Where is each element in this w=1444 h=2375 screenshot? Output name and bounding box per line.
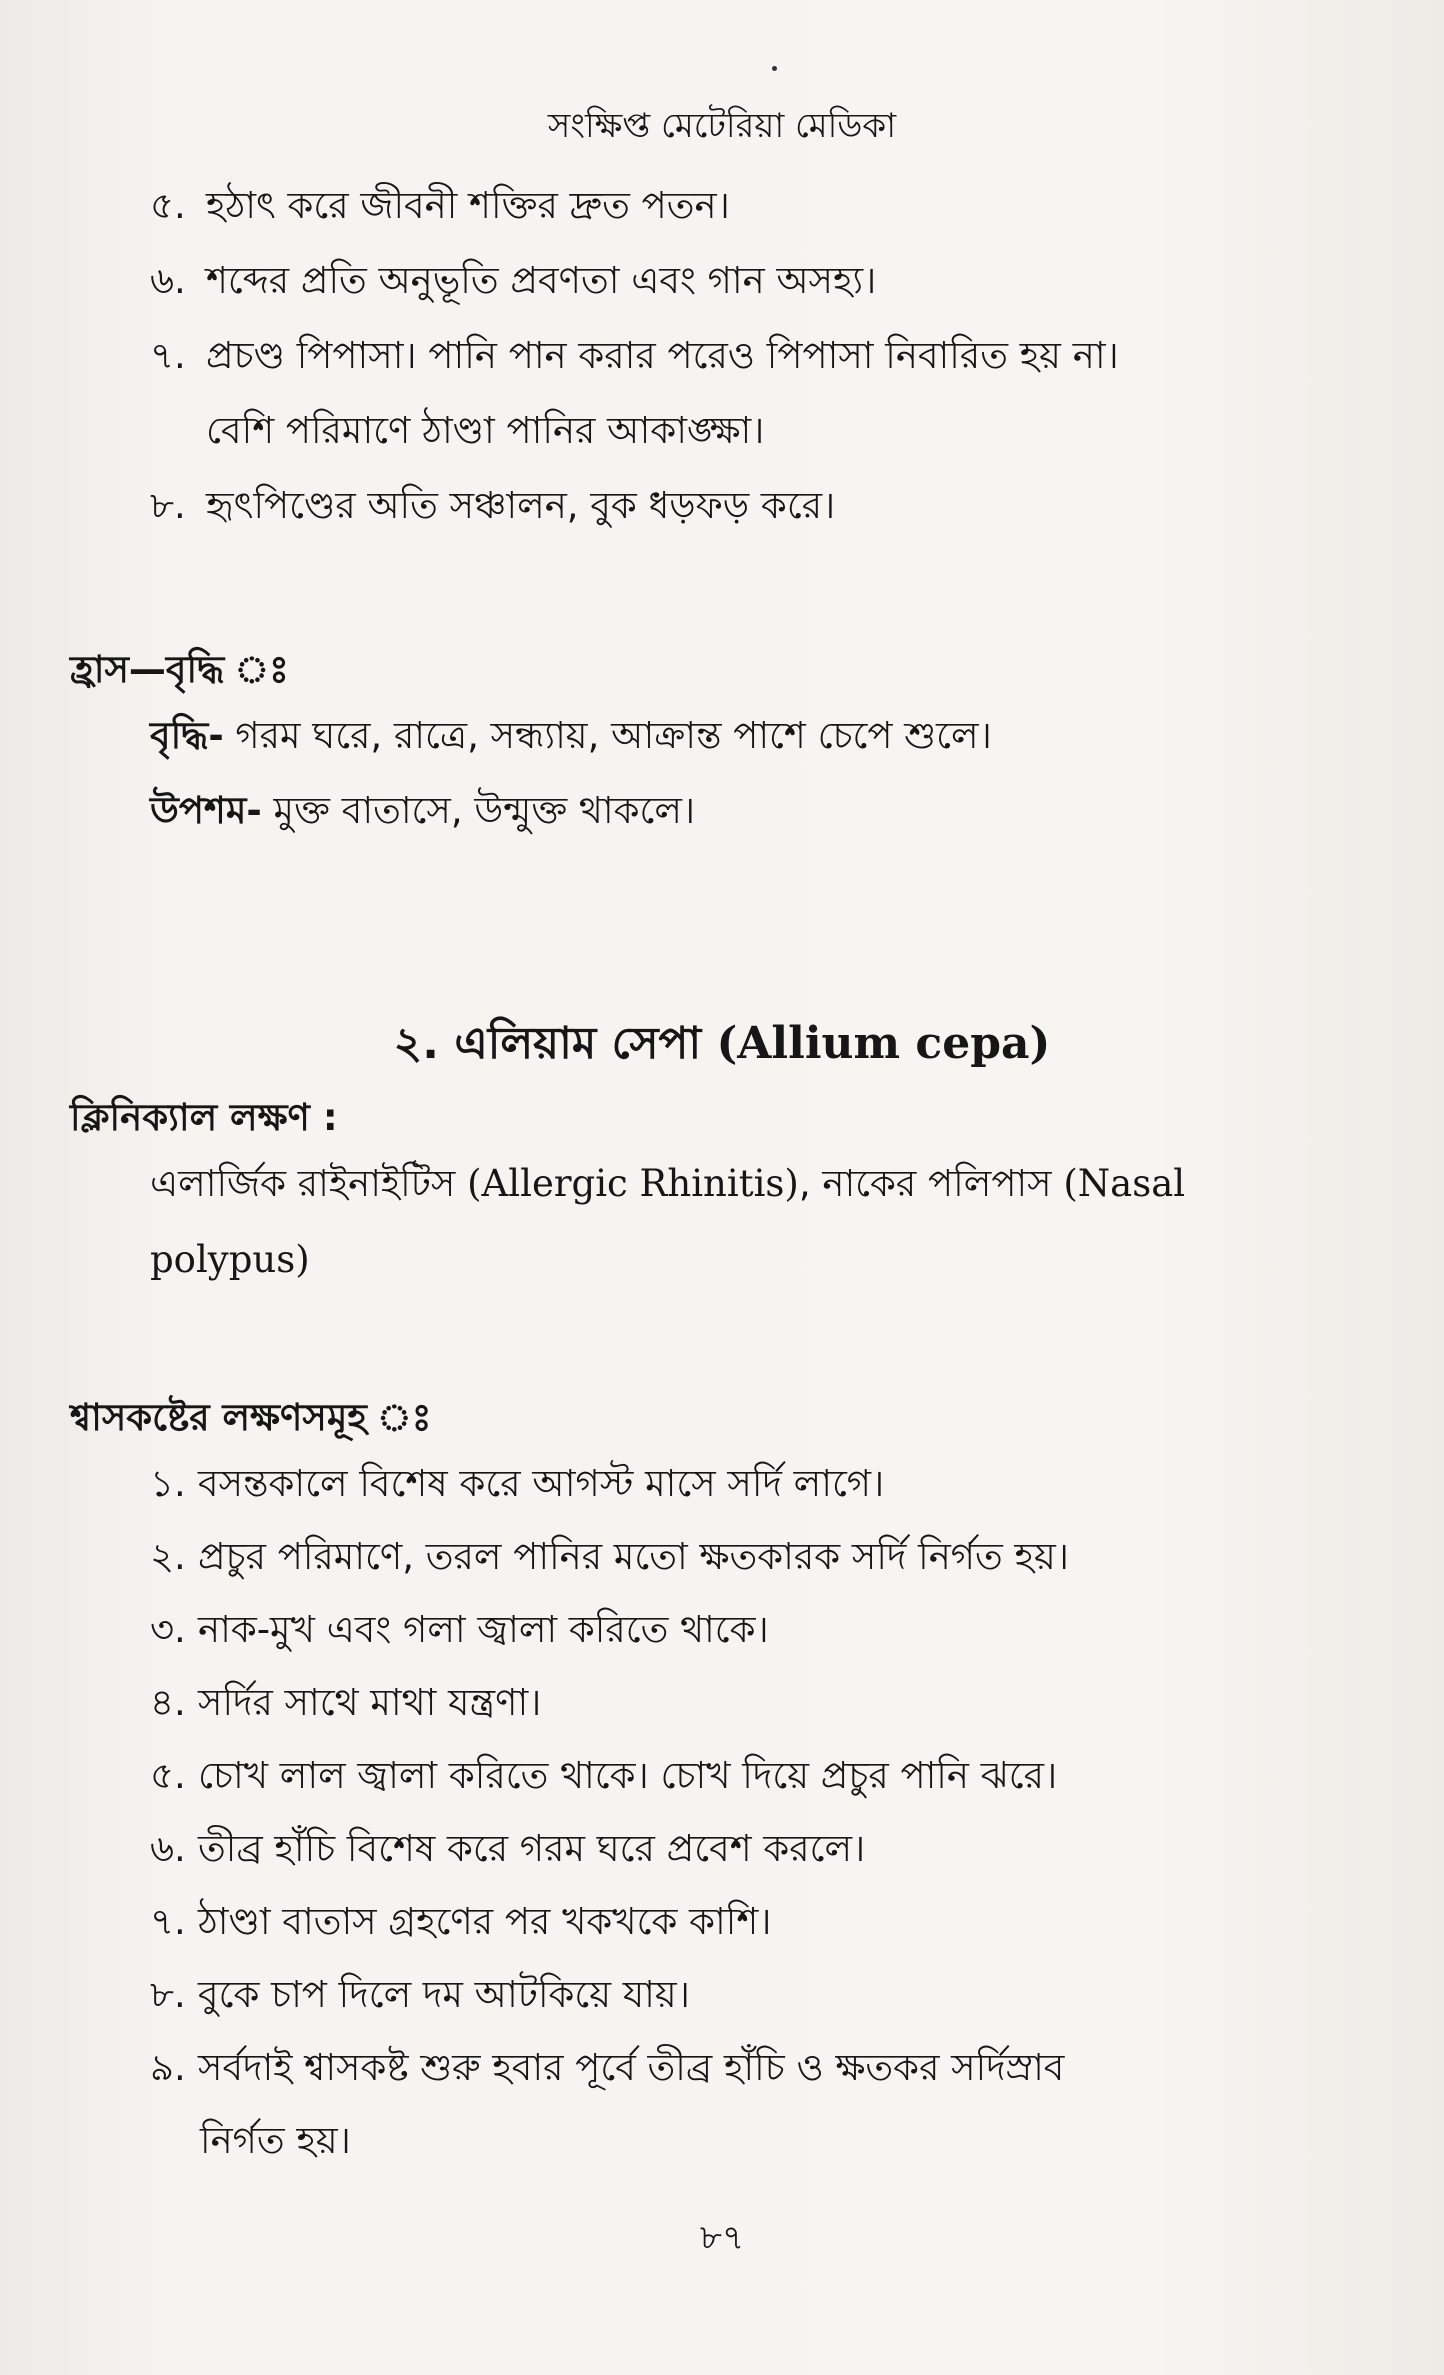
remedy-title-bn: ২. এলিয়াম সেপা: [393, 1018, 702, 1069]
list-item: [150, 1825, 865, 1873]
item-text: চোখ লাল জ্বালা করিতে থাকে। চোখ দিয়ে প্রচুর পানি ঝরে।: [198, 1754, 1058, 1797]
amelioration-line: [150, 787, 695, 835]
item-text: হৃৎপিণ্ডের অতি সঞ্চালন, বুক ধড়ফড় করে।: [206, 484, 836, 527]
amelioration-text: মুক্ত বাতাসে, উন্মুক্ত থাকলে।: [261, 789, 696, 832]
item-text: বসন্তকালে বিশেষ করে আগস্ট মাসে সর্দি লাগে।: [198, 1462, 885, 1505]
remedy-title-latin: (Allium cepa): [701, 1018, 1051, 1069]
list-item-continuation: [200, 2117, 351, 2165]
running-header: সংক্ষিপ্ত মেটেরিয়া মেডিকা: [547, 106, 897, 146]
item-number: ৪.: [150, 1681, 186, 1724]
clinical-latin: (Allergic Rhinitis): [467, 1162, 799, 1205]
item-number: ৭.: [150, 1900, 186, 1943]
clinical-text: এলার্জিক রাইনাইটিস: [150, 1162, 468, 1205]
modalities-heading: হ্রাস—বৃদ্ধি ঃ: [70, 648, 289, 691]
item-number: ৮.: [150, 484, 186, 527]
list-item: [150, 257, 876, 305]
aggravation-label: বৃদ্ধি-: [150, 714, 224, 757]
list-item: [150, 182, 730, 230]
item-text: প্রচণ্ড পিপাসা। পানি পান করার পরেও পিপাসা নিবারিত হয় না।: [206, 334, 1119, 377]
item-number: ২.: [150, 1535, 186, 1578]
list-item: [150, 1898, 771, 1946]
page-number: ৮৭: [699, 2218, 745, 2258]
list-item: [150, 1460, 884, 1508]
aggravation-line: [150, 712, 992, 760]
item-number: ৩.: [150, 1608, 186, 1651]
asthma-heading: শ্বাসকষ্টের লক্ষণসমূহ ঃ: [70, 1396, 432, 1439]
clinical-line-continuation: polypus): [150, 1238, 310, 1281]
clinical-line: [150, 1160, 1185, 1208]
list-item-continuation: [206, 407, 764, 455]
list-item: [150, 1606, 769, 1654]
item-number: ১.: [150, 1462, 186, 1505]
clinical-latin: (Nasal: [1063, 1162, 1186, 1205]
item-text: নির্গত হয়।: [200, 2119, 351, 2162]
item-text: বুকে চাপ দিলে দম আটকিয়ে যায়।: [198, 1973, 690, 2016]
clinical-heading: ক্লিনিক্যাল লক্ষণ :: [70, 1096, 338, 1139]
list-item: [150, 1679, 541, 1727]
item-text: সর্দির সাথে মাথা যন্ত্রণা।: [198, 1681, 542, 1724]
item-text: শব্দের প্রতি অনুভূতি প্রবণতা এবং গান অসহ্য।: [206, 259, 877, 302]
item-number: ৬.: [150, 259, 186, 302]
list-item: [150, 1752, 1057, 1800]
list-item: [150, 332, 1119, 380]
item-number: ৯.: [150, 2046, 186, 2089]
item-number: ৭.: [150, 334, 186, 377]
print-dot: [772, 66, 777, 71]
list-item: [150, 1533, 1069, 1581]
item-number: ৮.: [150, 1973, 186, 2016]
item-text: তীব্র হাঁচি বিশেষ করে গরম ঘরে প্রবেশ করলে।: [198, 1827, 866, 1870]
item-text: বেশি পরিমাণে ঠাণ্ডা পানির আকাঙ্ক্ষা।: [206, 409, 765, 452]
item-text: সর্বদাই শ্বাসকষ্ট শুরু হবার পূর্বে তীব্র হাঁচি ও ক্ষতকর সর্দিস্রাব: [198, 2046, 1065, 2089]
clinical-text: , নাকের পলিপাস: [798, 1162, 1064, 1205]
item-number: ৫.: [150, 184, 186, 227]
list-item: [150, 482, 835, 530]
item-number: ৫.: [150, 1754, 186, 1797]
list-item: [150, 2044, 1064, 2092]
aggravation-text: গরম ঘরে, রাত্রে, সন্ধ্যায়, আক্রান্ত পাশে চেপে শুলে।: [223, 714, 992, 757]
item-text: হঠাৎ করে জীবনী শক্তির দ্রুত পতন।: [206, 184, 730, 227]
item-text: প্রচুর পরিমাণে, তরল পানির মতো ক্ষতকারক সর্দি নির্গত হয়।: [198, 1535, 1070, 1578]
remedy-title: [0, 1010, 1444, 1083]
list-item: [150, 1971, 690, 2019]
item-number: ৬.: [150, 1827, 186, 1870]
item-text: নাক-মুখ এবং গলা জ্বালা করিতে থাকে।: [198, 1608, 769, 1651]
item-text: ঠাণ্ডা বাতাস গ্রহণের পর খকখকে কাশি।: [198, 1900, 772, 1943]
amelioration-label: উপশম-: [150, 789, 262, 832]
